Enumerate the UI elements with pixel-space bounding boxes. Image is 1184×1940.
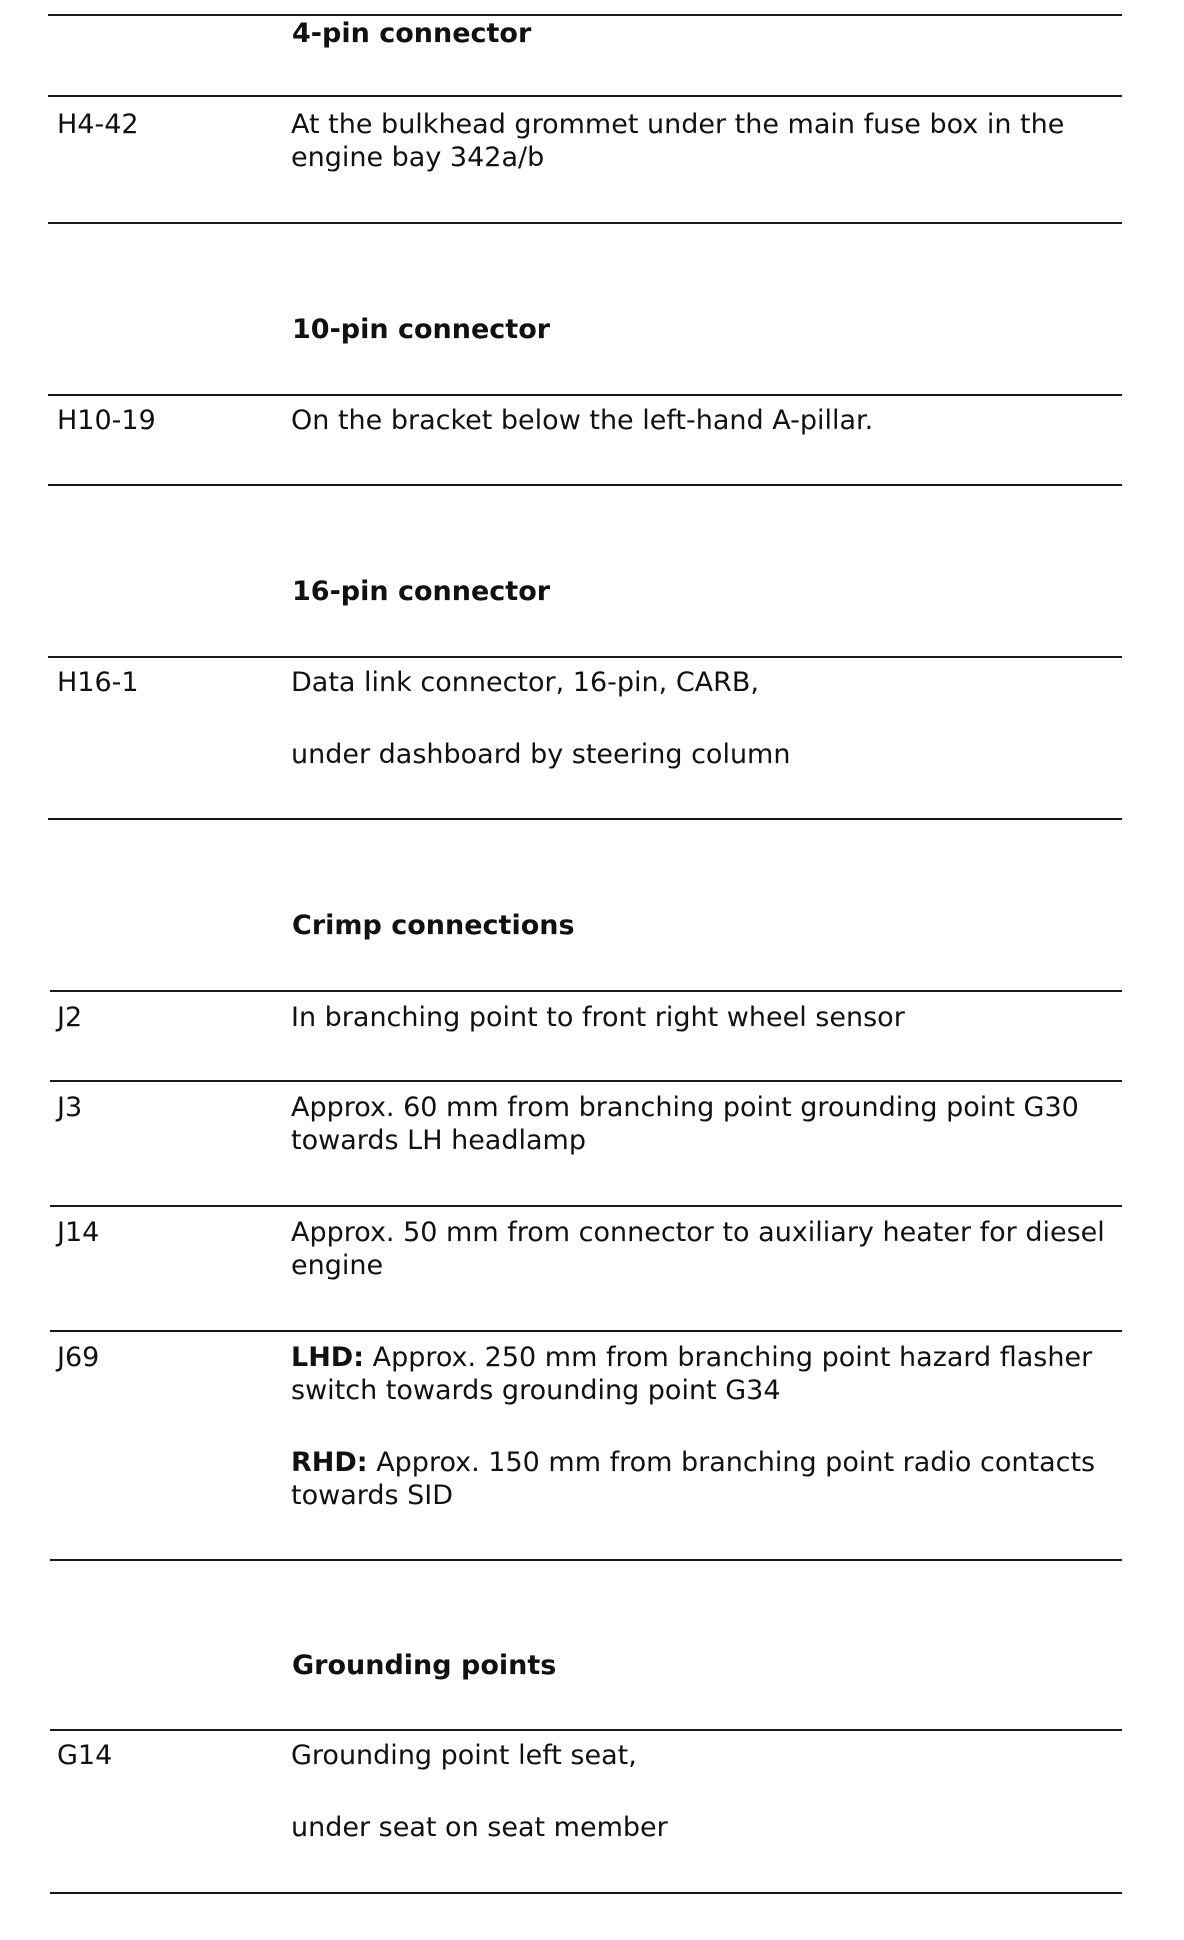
table-row-description: [291, 1091, 1131, 1157]
end-rule-16pin: [48, 818, 1122, 820]
table-row-description: [291, 1739, 1131, 1844]
table-row-description: [291, 1001, 1131, 1034]
table-row-code: J3: [57, 1092, 83, 1123]
end-rule-4pin: [48, 222, 1122, 224]
section-heading-16pin: 16-pin connector: [292, 576, 551, 607]
description-line: Data link connector, 16-pin, CARB,: [291, 667, 760, 698]
description-line: under dashboard by steering column: [291, 739, 791, 770]
table-row-code: J69: [57, 1342, 100, 1373]
heading-rule-crimp: [50, 990, 1122, 992]
table-row-description: [291, 666, 1131, 771]
description-line: Grounding point left seat,: [291, 1740, 637, 1771]
table-row-code: J14: [57, 1217, 100, 1248]
table-row-code: H10-19: [57, 405, 156, 436]
table-row-code: G14: [57, 1740, 113, 1771]
description-line: In branching point to front right wheel sensor: [291, 1002, 905, 1033]
description-line-rhd: [291, 1446, 1131, 1512]
description-line: under seat on seat member: [291, 1812, 668, 1843]
heading-rule-4pin: [48, 95, 1122, 97]
description-line: Approx. 60 mm from branching point grounding point G30 towards LH headlamp: [291, 1092, 1079, 1156]
row-rule-j69: [50, 1330, 1122, 1332]
end-rule-grounding: [50, 1892, 1122, 1894]
table-row-code: H16-1: [57, 667, 139, 698]
section-heading-grounding: Grounding points: [292, 1650, 557, 1681]
heading-rule-10pin: [48, 394, 1122, 396]
lhd-label: LHD:: [291, 1342, 365, 1373]
end-rule-10pin: [48, 484, 1122, 486]
end-rule-crimp: [50, 1559, 1122, 1561]
description-line: Approx. 50 mm from connector to auxiliary heater for diesel engine: [291, 1217, 1105, 1281]
table-row-description: [291, 108, 1131, 174]
rhd-text: Approx. 150 mm from branching point radio contacts towards SID: [291, 1447, 1096, 1511]
table-row-description: [291, 1341, 1131, 1512]
rhd-label: RHD:: [291, 1447, 368, 1478]
heading-rule-16pin: [48, 656, 1122, 658]
description-line: On the bracket below the left-hand A-pillar.: [291, 405, 874, 436]
top-rule: [48, 14, 1122, 16]
row-rule-j3: [50, 1080, 1122, 1082]
table-row-code: J2: [57, 1002, 83, 1033]
table-row-description: [291, 1216, 1131, 1282]
heading-rule-grounding: [50, 1729, 1122, 1731]
description-line-lhd: [291, 1341, 1131, 1407]
row-rule-j14: [50, 1205, 1122, 1207]
section-heading-4pin: 4-pin connector: [292, 18, 532, 49]
table-row-code: H4-42: [57, 109, 139, 140]
description-line: At the bulkhead grommet under the main fuse box in the engine bay 342a/b: [291, 109, 1065, 173]
table-row-description: [291, 404, 1131, 437]
section-heading-crimp: Crimp connections: [292, 910, 575, 941]
section-heading-10pin: 10-pin connector: [292, 314, 551, 345]
lhd-text: Approx. 250 mm from branching point hazard flasher switch towards grounding point G34: [291, 1342, 1093, 1406]
